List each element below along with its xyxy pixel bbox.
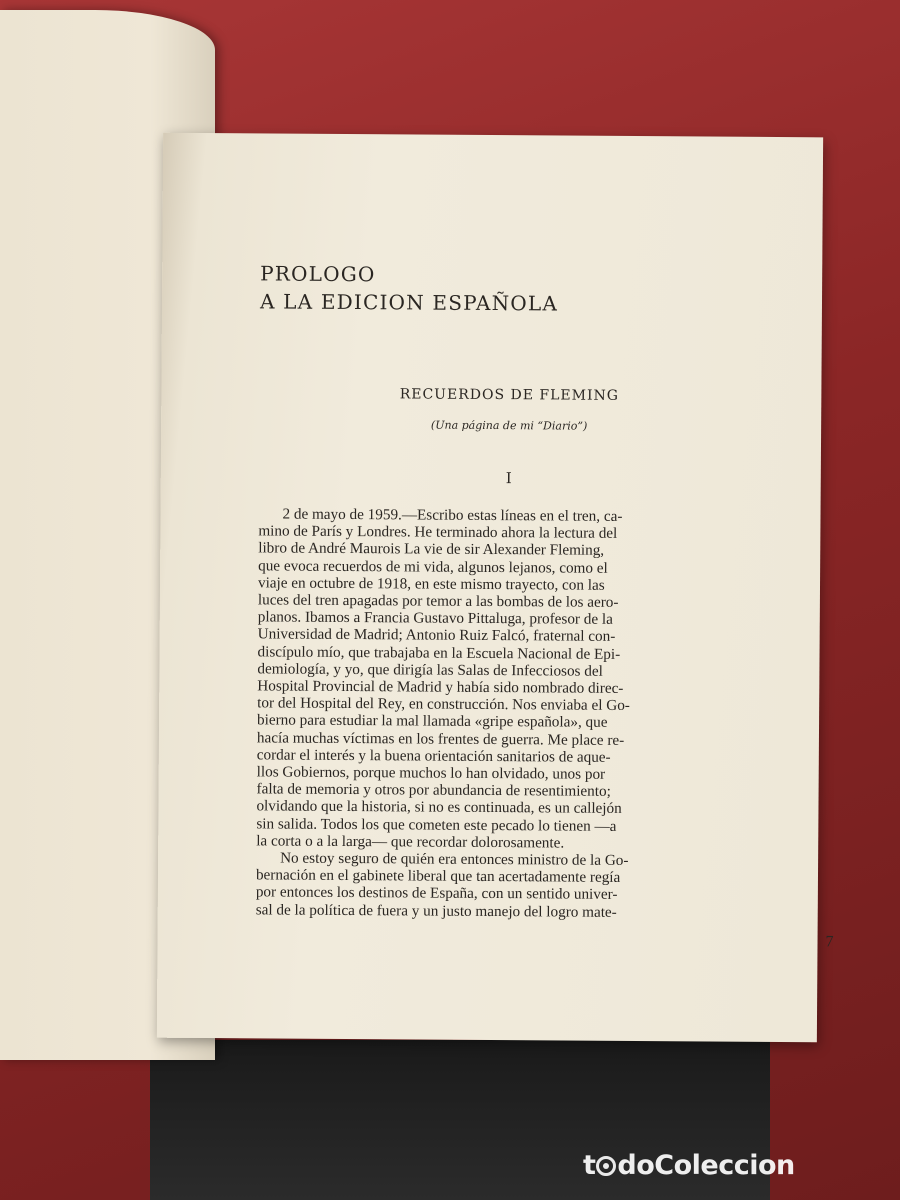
watermark xyxy=(583,1150,795,1181)
body-line: cordar el interés y la buena orientación sanitarios de aque- xyxy=(256,746,611,766)
watermark-logo-icon xyxy=(596,1156,616,1176)
body-line: Universidad de Madrid; Antonio Ruiz Falcó, fraternal con- xyxy=(257,625,616,646)
body-line: planos. Ibamos a Francia Gustavo Pittaluga, profesor de la xyxy=(257,608,613,629)
body-line: tor del Hospital del Rey, en construcción. Nos enviaba el Go- xyxy=(257,694,630,715)
watermark-text-end: doColeccion xyxy=(617,1150,795,1181)
watermark-text-start: t xyxy=(583,1150,596,1181)
body-line: hacía muchas víctimas en los frentes de guerra. Me place re- xyxy=(256,729,625,749)
page-number: 7 xyxy=(825,933,834,951)
body-line: la corta o a la larga— que recordar dolorosamente. xyxy=(256,832,565,852)
body-line: llos Gobiernos, porque muchos lo han olvidado, unos por xyxy=(256,763,606,783)
body-line: viaje en octubre de 1918, en este mismo trayecto, con las xyxy=(257,574,605,594)
body-line: No estoy seguro de quién era entonces ministro de la Go- xyxy=(280,849,629,870)
body-line: mino de París y Londres. He terminado ahora la lectura del xyxy=(258,522,618,543)
body-line: discípulo mío, que trabajaba en la Escuela Nacional de Epi- xyxy=(257,643,621,663)
body-line: sal de la política de fuera y un justo manejo del logro mate- xyxy=(255,901,617,921)
prologue-title-line-1: PROLOGO xyxy=(260,261,376,287)
prologue-title-line-2: A LA EDICION ESPAÑOLA xyxy=(259,289,559,316)
body-line: bernación en el gabinete liberal que tan acertadamente regía xyxy=(255,866,621,887)
body-line: que evoca recuerdos de mi vida, algunos lejanos, como el xyxy=(258,556,608,577)
body-line: bierno para estudiar la mal llamada «gripe española», que xyxy=(257,711,608,732)
body-line: luces del tren apagadas por temor a las bombas de los aero- xyxy=(257,591,619,611)
right-page xyxy=(157,133,834,1043)
section-note: (Una página de mi “Diario”) xyxy=(430,418,588,433)
page-content xyxy=(255,133,834,1041)
chapter-numeral: I xyxy=(505,469,512,488)
body-line: falta de memoria y otros por abundancia de resentimiento; xyxy=(256,780,611,801)
body-line: libro de André Maurois La vie de sir Alexander Fleming, xyxy=(258,539,605,560)
body-line: sin salida. Todos los que cometen este pecado lo tienen —a xyxy=(256,815,617,835)
body-line: Hospital Provincial de Madrid y había sido nombrado direc- xyxy=(257,677,624,697)
body-line: por entonces los destinos de España, con un sentido univer- xyxy=(255,883,618,904)
body-line: demiología, y yo, que dirigía las Salas de Infecciosos del xyxy=(257,660,603,680)
body-line: olvidando que la historia, si no es continuada, es un callejón xyxy=(256,797,622,818)
section-title: RECUERDOS DE FLEMING xyxy=(399,386,619,404)
body-line: 2 de mayo de 1959.—Escribo estas líneas en el tren, ca- xyxy=(282,505,623,525)
body-text xyxy=(256,505,759,921)
